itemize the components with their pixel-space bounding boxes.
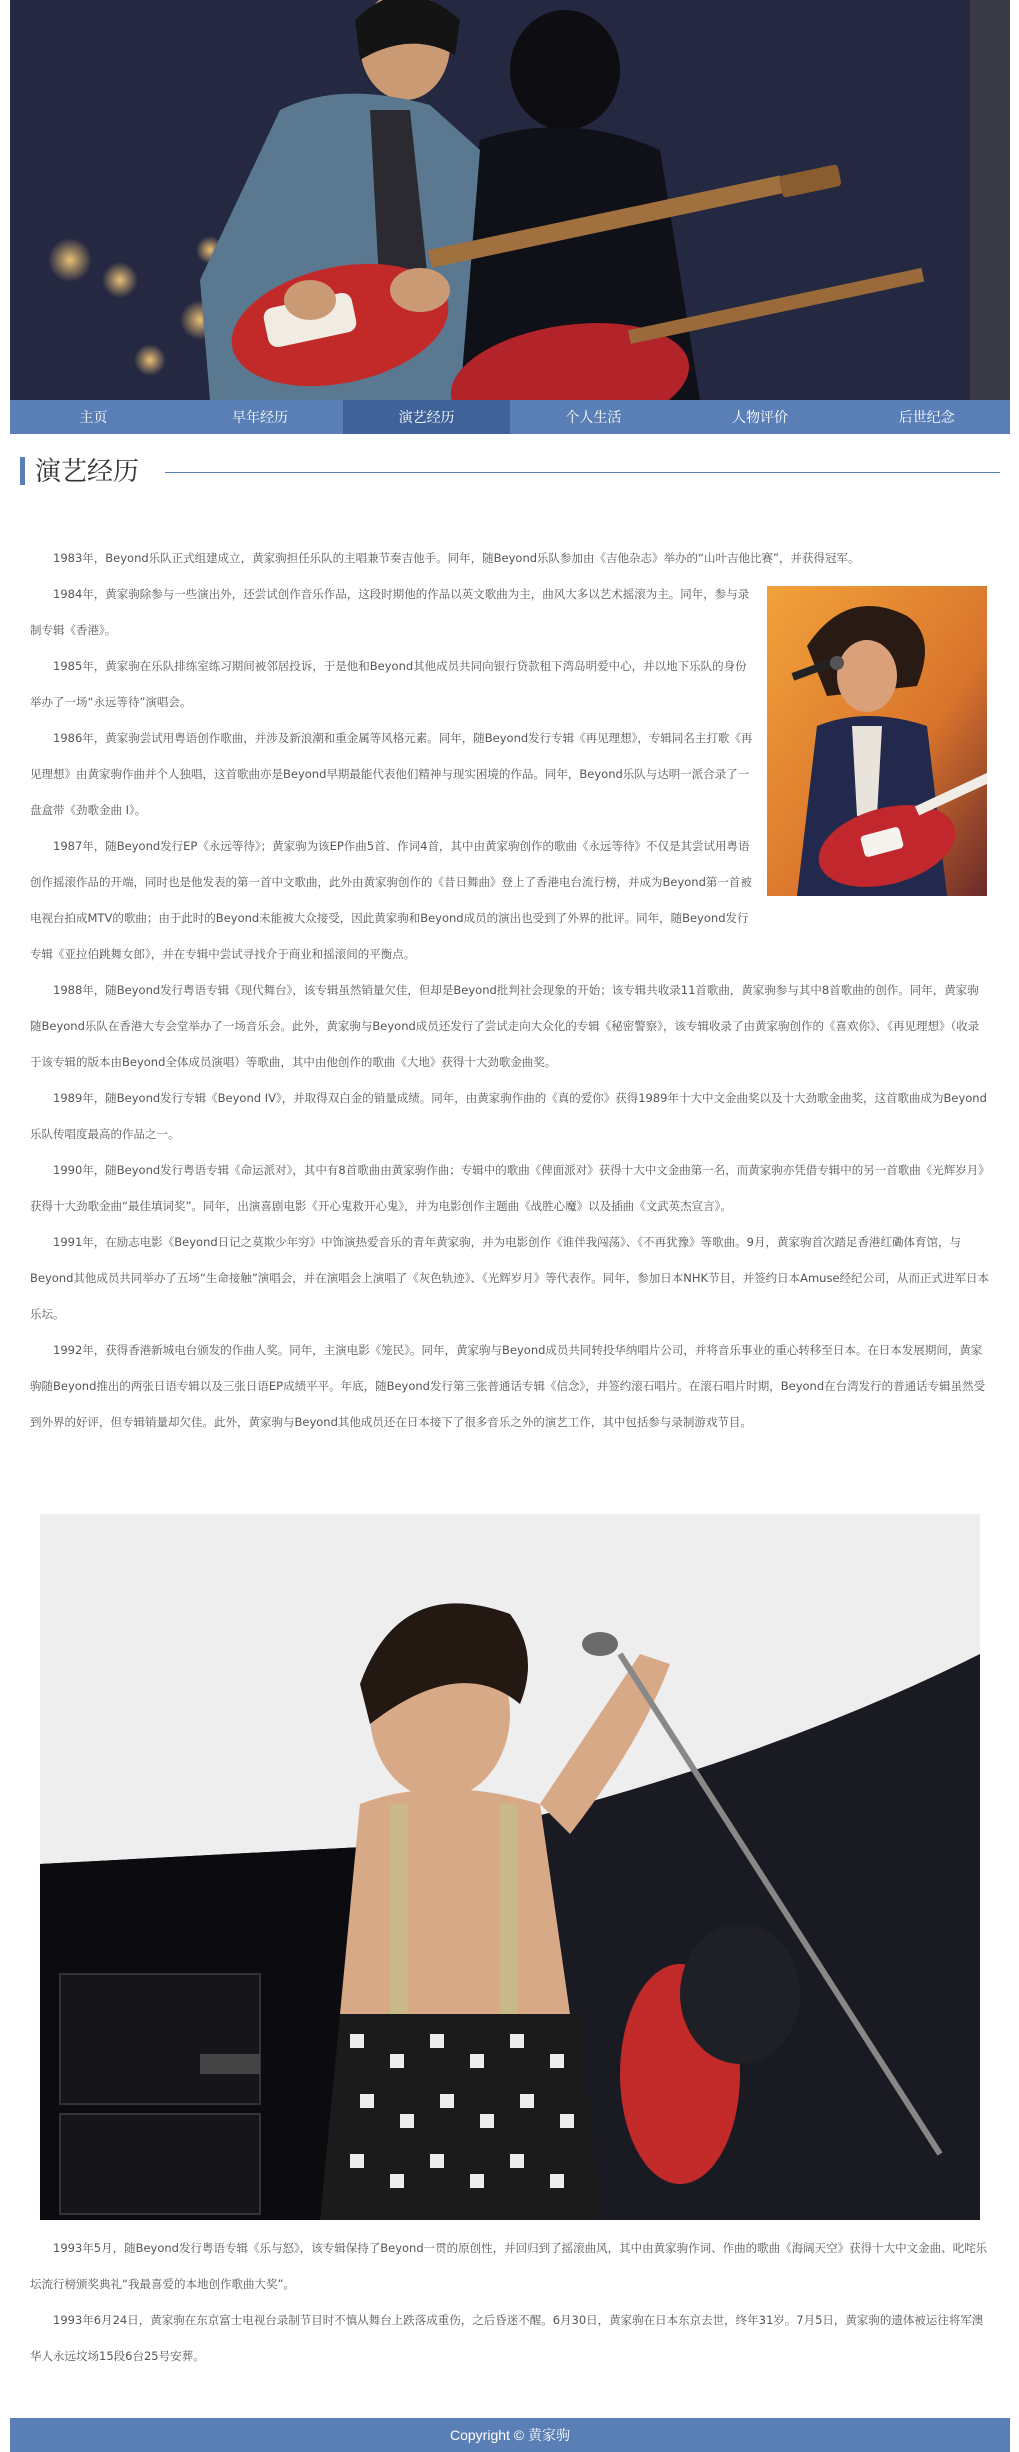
heading-accent-bar xyxy=(20,457,25,485)
nav-item-career[interactable]: 演艺经历 xyxy=(343,400,510,434)
footer xyxy=(10,2418,1010,2452)
banner-image xyxy=(10,0,1010,400)
paragraph-1991: 1991年，在励志电影《Beyond日记之莫欺少年穷》中饰演热爱音乐的青年黄家驹，并为电影创作《谁伴我闯荡》、《不再犹豫》等歌曲。9月，黄家驹首次踏足香港红磡体育馆，与Beyond其他成员共同举办了五场“生命接触”演唱会，并在演唱会上演唱了《灰色轨迹》、《光辉岁月》等代表作。同年，参加日本NHK节目，并签约日本Amuse经纪公司，从而正式进军日本乐坛。 xyxy=(30,1235,990,1321)
article-body xyxy=(30,540,990,1440)
heading-divider xyxy=(165,472,1000,473)
copyright-text: Copyright © 黄家驹 xyxy=(449,2427,570,2443)
nav-item-personal-life[interactable]: 个人生活 xyxy=(565,409,622,425)
main-nav xyxy=(10,400,1010,434)
section-heading xyxy=(20,455,1000,489)
paragraph-1985: 1985年，黄家驹在乐队排练室练习期间被邻居投诉，于是他和Beyond其他成员共同向银行贷款租下湾岛明爱中心，并以地下乐队的身份举办了一场“永远等待”演唱会。 xyxy=(30,659,747,709)
paragraph-1990: 1990年，随Beyond发行粤语专辑《命运派对》，其中有8首歌曲由黄家驹作曲；专辑中的歌曲《俾面派对》获得十大中文金曲第一名，而黄家驹亦凭借专辑中的另一首歌曲《光辉岁月》获得十大劲歌金曲“最佳填词奖”。同年，出演喜剧电影《开心鬼救开心鬼》，并为电影创作主题曲《战胜心魔》以及插曲《文武英杰宣言》。 xyxy=(30,1163,990,1213)
page xyxy=(10,0,1010,2452)
singer-at-microphone-photo xyxy=(40,1514,980,2220)
paragraph-1983: 1983年，Beyond乐队正式组建成立，黄家驹担任乐队的主唱兼节奏吉他手。同年，随Beyond乐队参加由《吉他杂志》举办的“山叶吉他比赛”，并获得冠军。 xyxy=(53,551,860,565)
paragraph-1988: 1988年，随Beyond发行粤语专辑《现代舞台》，该专辑虽然销量欠佳，但却是Beyond批判社会现象的开始；该专辑共收录11首歌曲，黄家驹参与其中8首歌曲的创作。同年，黄家驹随Beyond乐队在香港大专会堂举办了一场音乐会。此外，黄家驹与Beyond成员还发行了尝试走向大众化的专辑《秘密警察》，该专辑收录了由黄家驹创作的《喜欢你》、《再见理想》（收录于该专辑的版本由Beyond全体成员演唱）等歌曲，其中由他创作的歌曲《大地》获得十大劲歌金曲奖。 xyxy=(30,983,980,1069)
nav-item-evaluation[interactable]: 人物评价 xyxy=(732,409,789,425)
singer-with-red-guitar-photo xyxy=(767,586,987,896)
paragraph-1984: 1984年，黄家驹除参与一些演出外，还尝试创作音乐作品，这段时期他的作品以英文歌曲为主，曲风大多以艺术摇滚为主。同年，参与录制专辑《香港》。 xyxy=(30,587,750,637)
paragraph-1989: 1989年，随Beyond发行专辑《Beyond IV》，并取得双白金的销量成绩。同年，由黄家驹作曲的《真的爱你》获得1989年十大中文金曲奖以及十大劲歌金曲奖，这首歌曲成为Beyond乐队传唱度最高的作品之一。 xyxy=(30,1091,987,1141)
paragraph-1993-may: 1993年5月，随Beyond发行粤语专辑《乐与怒》，该专辑保持了Beyond一贯的原创性，并回归到了摇滚曲风，其中由黄家驹作词、作曲的歌曲《海阔天空》获得十大中文金曲、叱咤乐坛流行榜颁奖典礼“我最喜爱的本地创作歌曲大奖”。 xyxy=(30,2241,988,2291)
guitarists-on-stage-photo xyxy=(10,0,1010,400)
paragraph-1986: 1986年，黄家驹尝试用粤语创作歌曲，并涉及新浪潮和重金属等风格元素。同年，随Beyond发行专辑《再见理想》，专辑同名主打歌《再见理想》由黄家驹作曲并个人独唱，这首歌曲亦是Beyond早期最能代表他们精神与现实困境的作品。同年，Beyond乐队与达明一派合录了一盘盒带《劲歌金曲 I》。 xyxy=(30,731,753,817)
article-body-continued xyxy=(30,2230,990,2374)
nav-item-early-life[interactable]: 早年经历 xyxy=(232,409,288,425)
paragraph-1987: 1987年，随Beyond发行EP《永远等待》；黄家驹为该EP作曲5首、作词4首，其中由黄家驹创作的歌曲《永远等待》不仅是其尝试用粤语创作摇滚作品的开端，同时也是他发表的第一首中文歌曲，此外由黄家驹创作的《昔日舞曲》登上了香港电台流行榜，并成为Beyond第一首被电视台拍成MTV的歌曲；由于此时的Beyond未能被大众接受，因此黄家驹和Beyond成员的演出也受到了外界的批评。同年，随Beyond发行专辑《亚拉伯跳舞女郎》，并在专辑中尝试寻找介于商业和摇滚间的平衡点。 xyxy=(30,839,752,961)
paragraph-1993-june: 1993年6月24日，黄家驹在东京富士电视台录制节目时不慎从舞台上跌落成重伤，之后昏迷不醒。6月30日，黄家驹在日本东京去世，终年31岁。7月5日，黄家驹的遗体被运往将军澳华人永远坟场15段6台25号安葬。 xyxy=(30,2313,984,2363)
nav-item-home[interactable]: 主页 xyxy=(79,409,108,425)
nav-item-memorial[interactable]: 后世纪念 xyxy=(898,409,955,425)
paragraph-1992: 1992年，获得香港新城电台颁发的作曲人奖。同年，主演电影《笼民》。同年，黄家驹与Beyond成员共同转投华纳唱片公司，并将音乐事业的重心转移至日本。在日本发展期间，黄家驹随Beyond推出的两张日语专辑以及三张日语EP成绩平平。年底，随Beyond发行第三张普通话专辑《信念》，并签约滚石唱片。在滚石唱片时期，Beyond在台湾发行的普通话专辑虽然受到外界的好评，但专辑销量却欠佳。此外，黄家驹与Beyond其他成员还在日本接下了很多音乐之外的演艺工作，其中包括参与录制游戏节目。 xyxy=(30,1343,986,1429)
page-title: 演艺经历 xyxy=(35,457,140,487)
